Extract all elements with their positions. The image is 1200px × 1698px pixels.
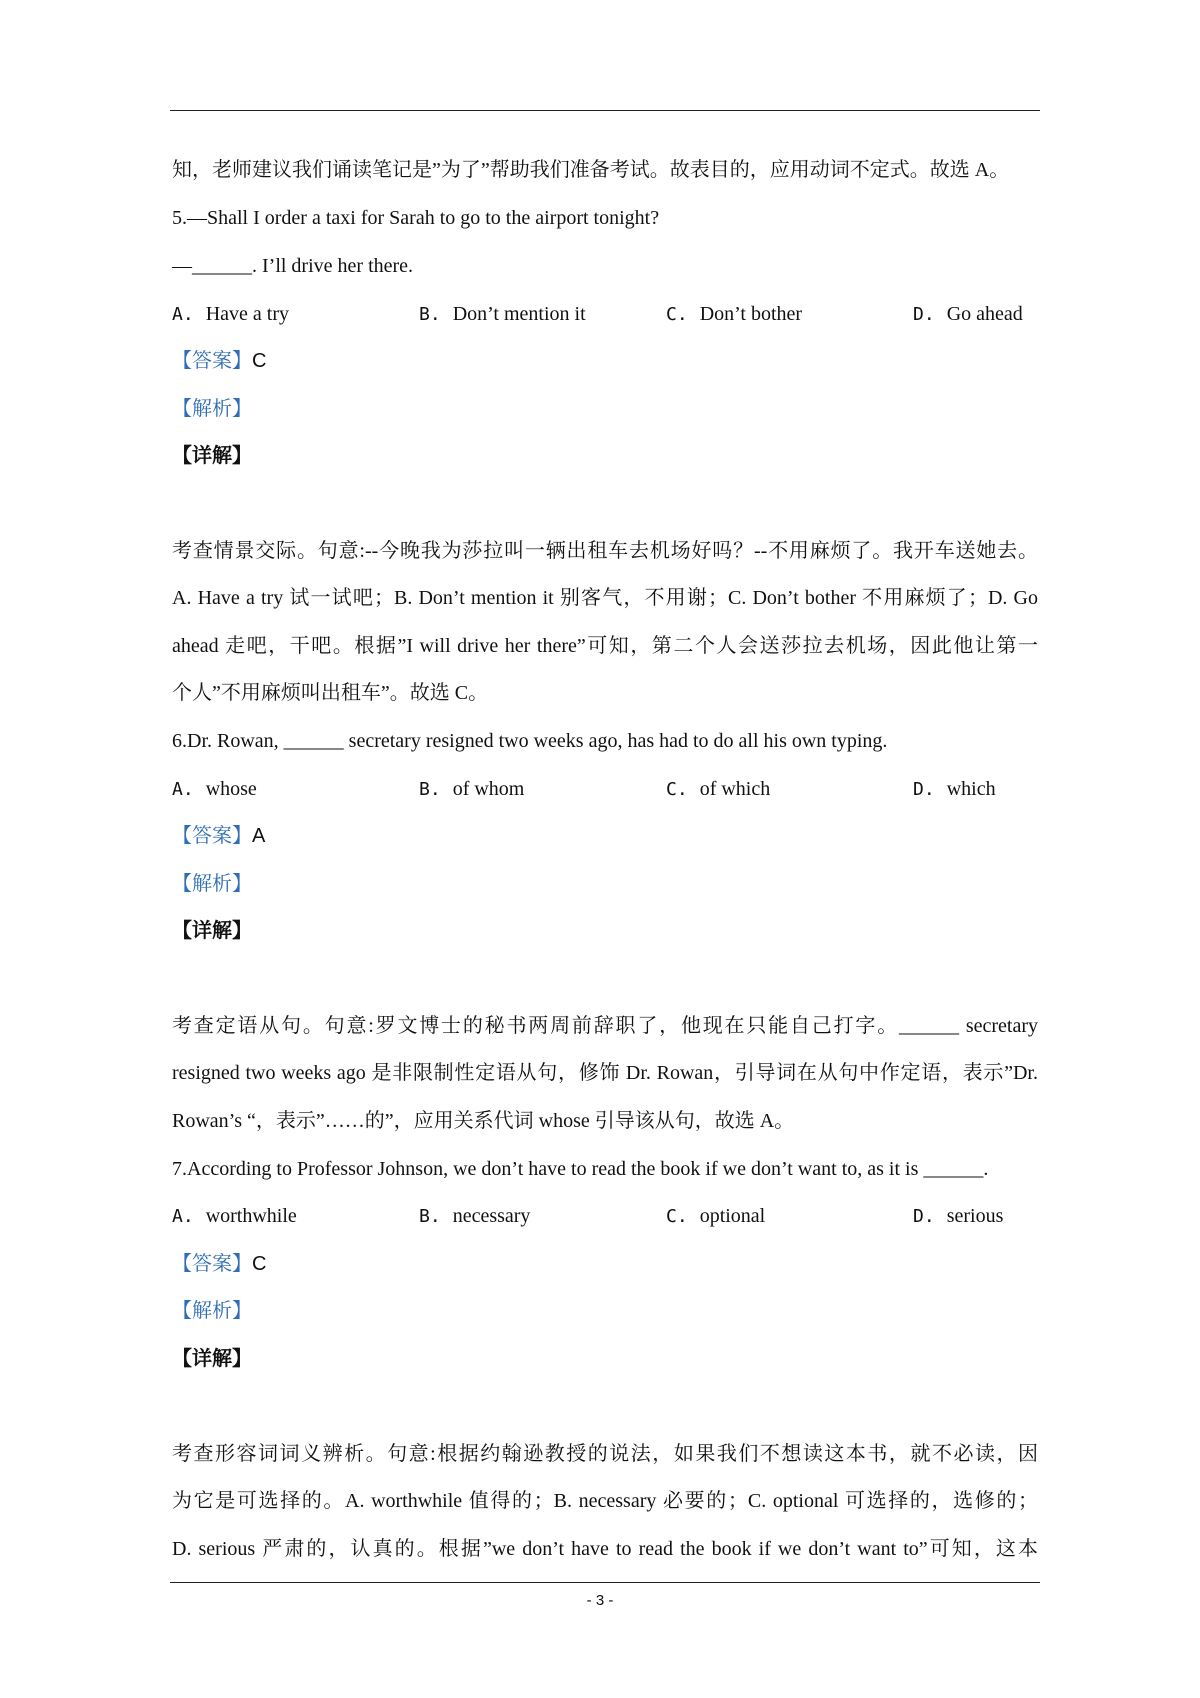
- question-7-option-c: [666, 1203, 765, 1230]
- question-5-option-c: [666, 301, 802, 328]
- answer-label: 【答案】: [172, 825, 252, 847]
- question-7-explanation-line-3: D. serious 严肃的，认真的。根据”we don’t have to read the book if we don’t want to”可知，这本: [172, 1538, 1038, 1560]
- footer-rule: [170, 1582, 1040, 1583]
- option-text: optional: [699, 1205, 766, 1227]
- question-7-option-d: [913, 1203, 1003, 1230]
- question-7-analysis-label: 【解析】: [172, 1300, 252, 1322]
- question-6-detail-label: 【详解】: [172, 920, 252, 942]
- option-text: Don’t bother: [699, 303, 803, 325]
- option-letter: B.: [419, 779, 441, 800]
- question-5-detail-label: 【详解】: [172, 445, 252, 467]
- option-letter: D.: [913, 779, 935, 800]
- option-letter: B.: [419, 1206, 441, 1227]
- option-letter: A.: [172, 779, 194, 800]
- option-letter: A.: [172, 1206, 194, 1227]
- option-text: whose: [205, 778, 257, 800]
- answer-label: 【答案】: [172, 350, 252, 372]
- question-5-analysis-label: 【解析】: [172, 398, 252, 420]
- option-letter: A.: [172, 304, 194, 325]
- question-5-option-b: [419, 301, 586, 328]
- option-text: Don’t mention it: [452, 303, 586, 325]
- option-letter: C.: [666, 304, 688, 325]
- answer-value: C: [252, 1253, 267, 1275]
- question-5-option-d: [913, 301, 1023, 328]
- option-text: worthwhile: [205, 1205, 297, 1227]
- question-5-explanation-line-1: 考查情景交际。句意:--今晚我为莎拉叫一辆出租车去机场好吗？--不用麻烦了。我开车送她去。: [172, 540, 1038, 562]
- question-5-explanation-line-3: ahead 走吧，干吧。根据”I will drive her there”可知，第二个人会送莎拉去机场，因此他让第一: [172, 635, 1038, 657]
- question-5-option-a: [172, 301, 289, 328]
- question-6-option-d: [913, 776, 996, 803]
- question-5-stem-line-1: 5.—Shall I order a taxi for Sarah to go to the airport tonight?: [172, 207, 660, 229]
- page-number: - 3 -: [586, 1592, 614, 1609]
- question-6-option-c: [666, 776, 770, 803]
- question-5-explanation-line-4: 个人”不用麻烦叫出租车”。故选 C。: [172, 682, 489, 704]
- answer-label: 【答案】: [172, 1253, 252, 1275]
- option-text: of whom: [452, 778, 525, 800]
- option-letter: D.: [913, 304, 935, 325]
- option-text: of which: [699, 778, 771, 800]
- question-7-answer: [172, 1251, 266, 1277]
- question-7-option-b: [419, 1203, 530, 1230]
- option-text: Have a try: [205, 303, 289, 325]
- question-6-option-b: [419, 776, 524, 803]
- header-rule: [170, 110, 1040, 111]
- question-6-stem: 6.Dr. Rowan, ______ secretary resigned two weeks ago, has had to do all his own typing.: [172, 730, 888, 752]
- option-text: necessary: [452, 1205, 531, 1227]
- option-letter: D.: [913, 1206, 935, 1227]
- question-7-explanation-line-1: 考查形容词词义辨析。句意:根据约翰逊教授的说法，如果我们不想读这本书，就不必读，因: [172, 1443, 1038, 1465]
- option-letter: C.: [666, 779, 688, 800]
- question-7-detail-label: 【详解】: [172, 1348, 252, 1370]
- option-text: Go ahead: [946, 303, 1023, 325]
- question-6-analysis-label: 【解析】: [172, 873, 252, 895]
- question-6-explanation-line-1: 考查定语从句。句意:罗文博士的秘书两周前辞职了，他现在只能自己打字。______ secretary: [172, 1015, 1038, 1037]
- question-7-stem: 7.According to Professor Johnson, we don’t have to read the book if we don’t want to, as it is ______.: [172, 1158, 989, 1180]
- question-6-answer: [172, 823, 265, 849]
- question-5-explanation-line-2: A. Have a try 试一试吧；B. Don’t mention it 别客气，不用谢；C. Don’t bother 不用麻烦了；D. Go: [172, 587, 1038, 609]
- option-letter: B.: [419, 304, 441, 325]
- question-6-explanation-line-3: Rowan’s “，表示”……的”，应用关系代词 whose 引导该从句，故选 A。: [172, 1110, 795, 1132]
- option-text: serious: [946, 1205, 1004, 1227]
- question-5-answer: [172, 348, 266, 374]
- option-text: which: [946, 778, 996, 800]
- question-6-option-a: [172, 776, 257, 803]
- answer-value: C: [252, 350, 267, 372]
- question-7-explanation-line-2: 为它是可选择的。A. worthwhile 值得的；B. necessary 必要的；C. optional 可选择的，选修的；: [172, 1490, 1038, 1512]
- question-5-stem-line-2: —______. I’ll drive her there.: [172, 255, 414, 277]
- answer-value: A: [252, 825, 266, 847]
- question-6-explanation-line-2: resigned two weeks ago 是非限制性定语从句，修饰 Dr. Rowan，引导词在从句中作定语，表示”Dr.: [172, 1062, 1038, 1084]
- option-letter: C.: [666, 1206, 688, 1227]
- intro-text: 知，老师建议我们诵读笔记是”为了”帮助我们准备考试。故表目的，应用动词不定式。故选 A。: [172, 159, 1010, 181]
- question-7-option-a: [172, 1203, 297, 1230]
